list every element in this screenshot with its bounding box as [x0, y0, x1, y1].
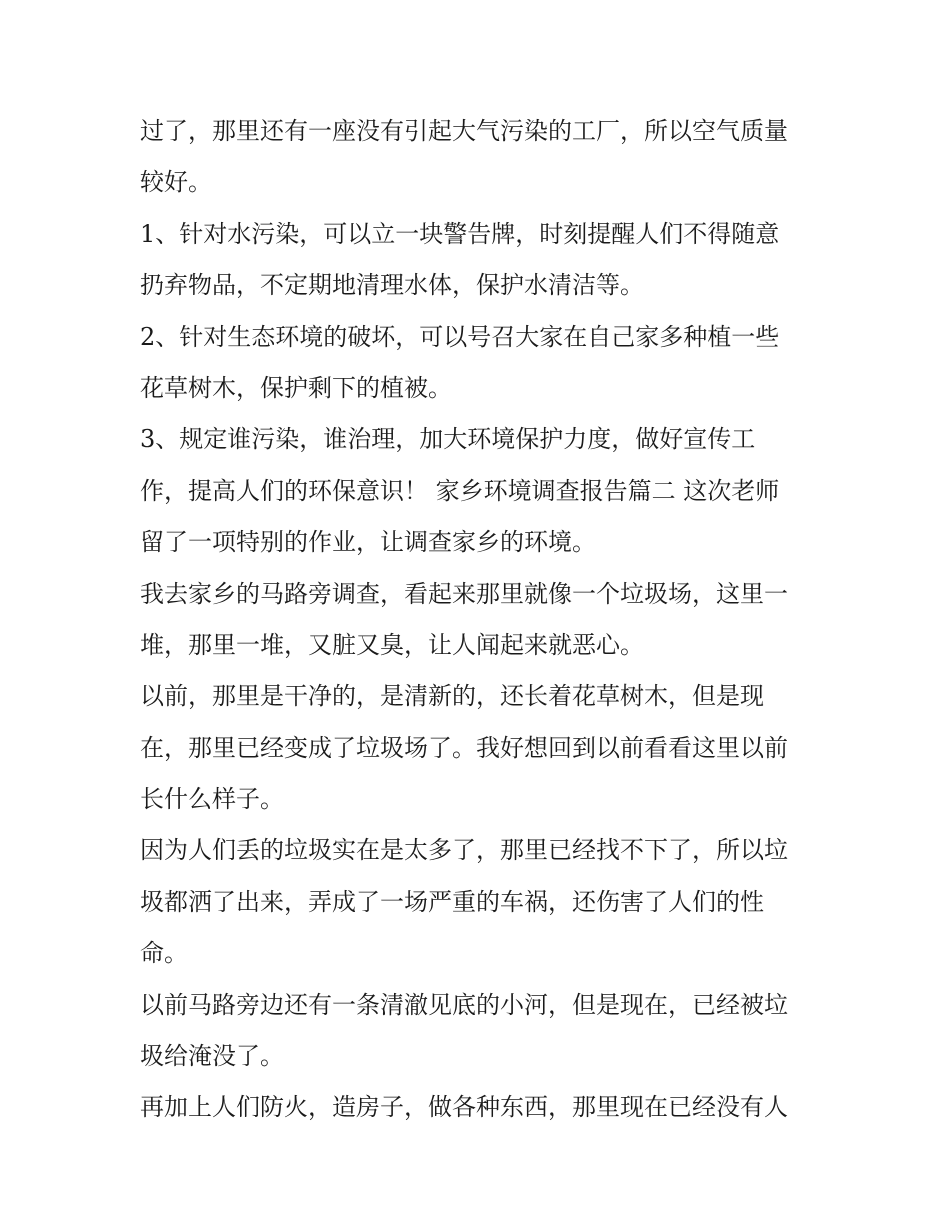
paragraph	[140, 106, 820, 209]
paragraph-list-item-3	[140, 414, 820, 568]
paragraph	[140, 825, 820, 979]
text-line: 以前，那里是干净的，是清新的，还长着花草树木，但是现	[140, 682, 764, 711]
paragraph-list-item-1	[140, 209, 820, 312]
paragraph	[140, 1082, 820, 1133]
text-line: 花草树木，保护剩下的植被。	[140, 373, 452, 402]
text-line: 留了一项特别的作业，让调查家乡的环境。	[140, 528, 596, 557]
document-body	[140, 106, 820, 1134]
text-line: 在，那里已经变成了垃圾场了。我好想回到以前看看这里以前	[140, 733, 788, 762]
paragraph	[140, 569, 820, 672]
text-line: 长什么样子。	[140, 785, 284, 814]
text-line: 圾给淹没了。	[140, 1042, 284, 1071]
text-line: 1、针对水污染，可以立一块警告牌，时刻提醒人们不得随意	[140, 219, 780, 248]
text-line: 较好。	[140, 168, 212, 197]
text-line: 我去家乡的马路旁调查，看起来那里就像一个垃圾场，这里一	[140, 579, 788, 608]
text-line: 3、规定谁污染，谁治理，加大环境保护力度，做好宣传工	[140, 425, 756, 454]
text-line: 堆，那里一堆，又脏又臭，让人闻起来就恶心。	[140, 630, 644, 659]
text-line: 因为人们丢的垃圾实在是太多了，那里已经找不下了，所以垃	[140, 836, 788, 865]
paragraph-list-item-2	[140, 312, 820, 415]
text-line: 作，提高人们的环保意识！ 家乡环境调查报告篇二 这次老师	[140, 476, 780, 505]
text-line: 以前马路旁边还有一条清澈见底的小河，但是现在，已经被垃	[140, 990, 788, 1019]
paragraph	[140, 980, 820, 1083]
text-line: 再加上人们防火，造房子，做各种东西，那里现在已经没有人	[140, 1093, 788, 1122]
text-line: 扔弃物品，不定期地清理水体，保护水清洁等。	[140, 271, 644, 300]
text-line: 命。	[140, 939, 188, 968]
text-line: 过了，那里还有一座没有引起大气污染的工厂，所以空气质量	[140, 117, 788, 145]
paragraph	[140, 671, 820, 825]
text-line: 圾都洒了出来，弄成了一场严重的车祸，还伤害了人们的性	[140, 887, 764, 916]
text-line: 2、针对生态环境的破坏，可以号召大家在自己家多种植一些	[140, 322, 780, 351]
